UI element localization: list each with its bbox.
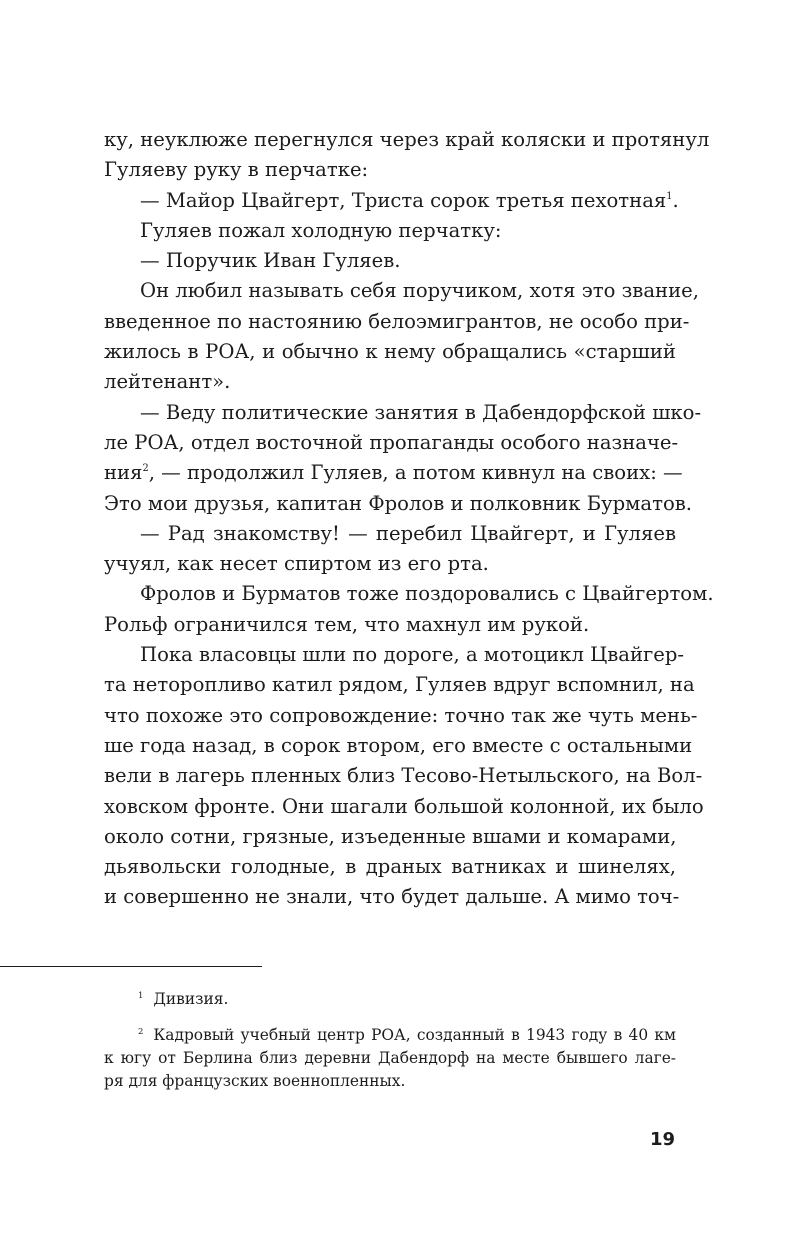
- text-line: ше года назад, в сорок втором, его вместе с остальными: [104, 733, 693, 757]
- text-line: — Веду политические занятия в Дабендорфской шко-: [140, 400, 702, 424]
- footnote-number: 1: [138, 990, 144, 1000]
- main-text: [104, 125, 714, 913]
- text-fragment: ния: [104, 461, 143, 485]
- text-line: Пока власовцы шли по дороге, а мотоцикл Цвайгер-: [140, 643, 685, 667]
- text-line: что похоже это сопровождение: точно так же чуть мень-: [104, 703, 698, 727]
- text-line: Это мои друзья, капитан Фролов и полковник Бурматов.: [104, 491, 692, 515]
- text-line: ховском фронте. Они шагали большой колонной, их было: [104, 794, 704, 818]
- footnote-2: [104, 1020, 676, 1093]
- text-line: лейтенант».: [104, 370, 231, 394]
- footnote-1: [104, 984, 676, 1011]
- footnote-line: [104, 1020, 676, 1047]
- text-line: дьявольски голодные, в драных ватниках и шинелях,: [104, 855, 676, 879]
- footnotes: [104, 984, 676, 1102]
- text-fragment: .: [672, 188, 679, 212]
- text-line: ле РОА, отдел восточной пропаганды особого назначе-: [104, 430, 679, 454]
- text-line: учуял, как несет спиртом из его рта.: [104, 552, 489, 576]
- footnote-separator: [0, 966, 262, 967]
- text-line: — Поручик Иван Гуляев.: [140, 249, 401, 273]
- footnote-line: ря для французских военнопленных.: [104, 1071, 406, 1090]
- footnote-line: [104, 984, 676, 1011]
- text-line: Рольф ограничился тем, что махнул им рукой.: [104, 612, 590, 636]
- page-number: 19: [649, 1129, 675, 1150]
- text-fragment: , — продолжил Гуляев, а потом кивнул на своих: —: [148, 461, 683, 485]
- text-line: жилось в РОА, и обычно к нему обращались «старший: [104, 340, 676, 364]
- text-line: — Рад знакомству! — перебил Цвайгерт, и Гуляев: [140, 521, 676, 545]
- text-line: Гуляеву руку в перчатке:: [104, 158, 369, 182]
- footnote-ref-1[interactable]: 1: [666, 190, 673, 202]
- text-line: введенное по настоянию белоэмигрантов, не особо при-: [104, 309, 690, 333]
- text-line: Фролов и Бурматов тоже поздоровались с Цвайгертом.: [140, 582, 714, 606]
- text-fragment: — Майор Цвайгерт, Триста сорок третья пехотная: [140, 188, 667, 212]
- footnote-ref-2[interactable]: 2: [142, 463, 149, 475]
- footnote-number: 2: [138, 1025, 144, 1036]
- text-line: Он любил называть себя поручиком, хотя это звание,: [140, 279, 699, 303]
- text-line: [104, 458, 683, 488]
- text-line: ку, неуклюже перегнулся через край коляски и протянул: [104, 128, 710, 151]
- footnote-text: Кадровый учебный центр РОА, созданный в 1943 году в 40 км: [153, 1025, 676, 1044]
- text-line: та неторопливо катил рядом, Гуляев вдруг вспомнил, на: [104, 673, 695, 697]
- text-line: вели в лагерь пленных близ Тесово-Нетыльского, на Вол-: [104, 764, 703, 788]
- text-line: Гуляев пожал холодную перчатку:: [140, 218, 502, 242]
- text-line: около сотни, грязные, изъеденные вшами и комарами,: [104, 824, 677, 848]
- text-line: и совершенно не знали, что будет дальше. А мимо точ-: [104, 885, 680, 909]
- footnote-text: Дивизия.: [153, 989, 229, 1008]
- footnote-line: к югу от Берлина близ деревни Дабендорф на месте бывшего лаге-: [104, 1048, 676, 1067]
- text-line: [104, 186, 679, 216]
